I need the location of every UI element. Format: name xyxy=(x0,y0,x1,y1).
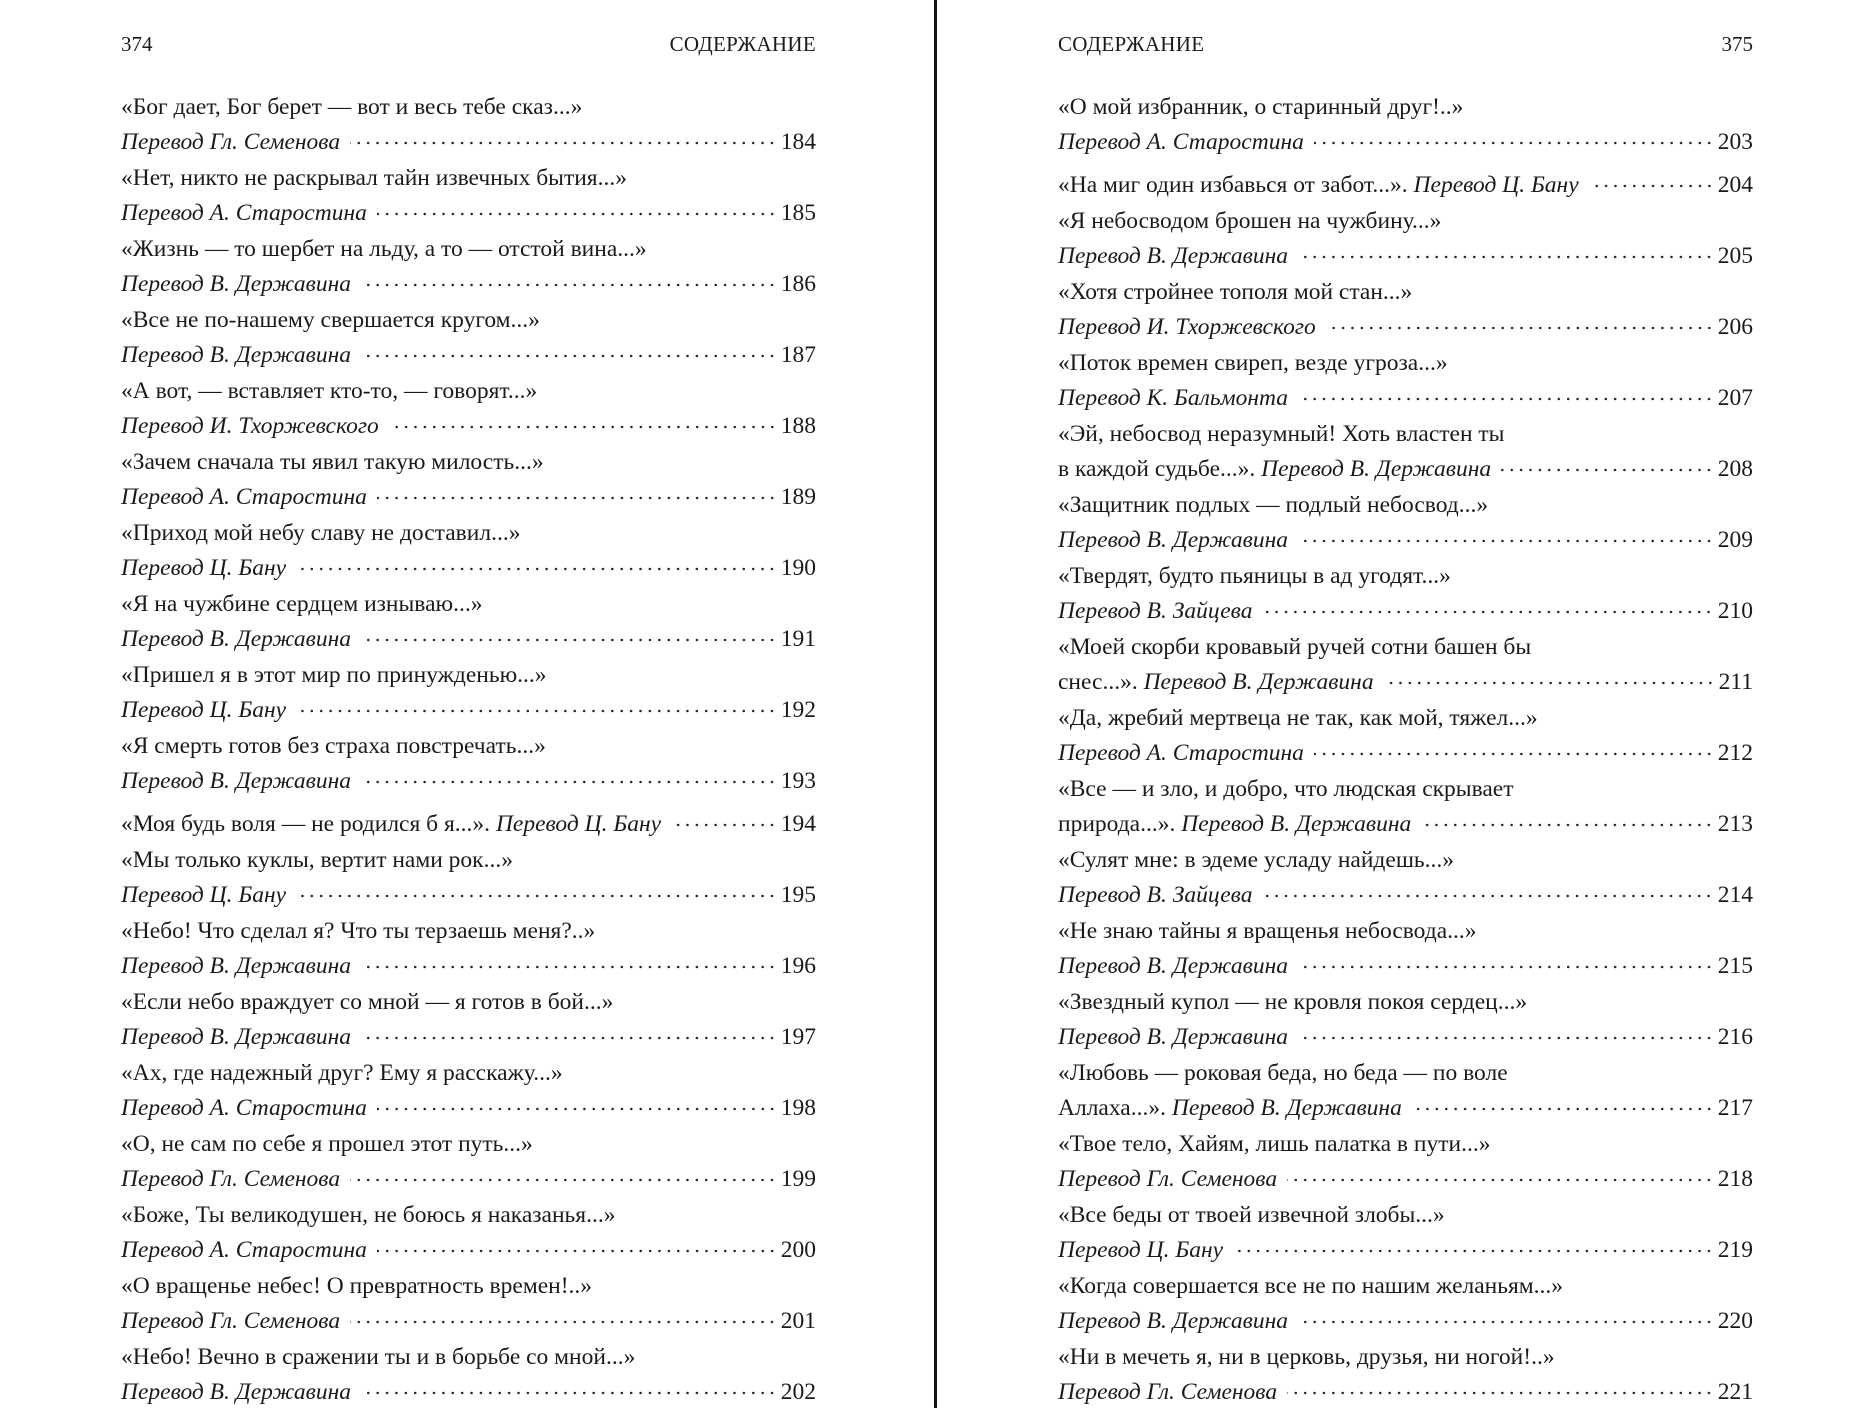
entry-title: «Боже, Ты великодушен, не боюсь я наказанья...» xyxy=(121,1202,616,1228)
entry-page-number: 205 xyxy=(1717,243,1753,269)
entry-attribution-line xyxy=(121,874,816,909)
entry-translator: Перевод В. Державина xyxy=(121,768,351,794)
entry-attribution-line xyxy=(121,547,816,582)
entry-attribution-line xyxy=(1058,306,1753,341)
entry-translator: Перевод В. Зайцева xyxy=(1058,882,1253,908)
right-page xyxy=(1058,0,1753,1408)
entry-attribution-line xyxy=(121,618,816,653)
toc-entry xyxy=(121,661,816,724)
toc-entry xyxy=(1058,1201,1753,1264)
toc-entry xyxy=(121,917,816,980)
running-head: СОДЕРЖАНИЕ xyxy=(669,32,816,56)
dot-leader xyxy=(1384,661,1715,689)
dot-leader xyxy=(1314,121,1714,149)
entry-title: «Да, жребий мертвеца не так, как мой, тяжел...» xyxy=(1058,705,1538,731)
entry-page-number: 216 xyxy=(1717,1024,1753,1050)
entry-translator: Перевод В. Державина xyxy=(1171,1095,1402,1121)
entry-attribution-line xyxy=(1058,164,1753,199)
entry-title: «Все беды от твоей извечной злобы...» xyxy=(1058,1202,1445,1228)
entry-title: «Небо! Что сделал я? Что ты терзаешь меня?..» xyxy=(121,918,596,944)
entry-translator: Перевод А. Старостина xyxy=(121,1095,367,1121)
entry-translator: Перевод Гл. Семенова xyxy=(1058,1379,1278,1405)
toc-entry xyxy=(121,803,816,838)
dot-leader xyxy=(389,405,777,433)
dot-leader xyxy=(361,618,777,646)
entry-translator: Перевод А. Старостина xyxy=(121,1237,367,1263)
entry-translator: Перевод А. Старостина xyxy=(121,200,367,226)
entry-translator: Перевод В. Державина xyxy=(121,626,351,652)
toc-entry xyxy=(1058,1130,1753,1193)
toc-entry xyxy=(1058,349,1753,412)
toc-entry xyxy=(1058,491,1753,554)
entry-attribution-line xyxy=(1058,803,1753,838)
toc-entry xyxy=(1058,562,1753,625)
entry-translator: Перевод В. Державина xyxy=(1058,953,1288,979)
entry-attribution-line xyxy=(121,760,816,795)
entry-title: «Сулят мне: в эдеме усладу найдешь...» xyxy=(1058,847,1455,873)
entry-translator: Перевод Ц. Бану xyxy=(121,882,287,908)
toc-entry xyxy=(121,590,816,653)
toc-entry xyxy=(121,306,816,369)
entry-page-number: 193 xyxy=(780,768,816,794)
entry-title: «Моей скорби кровавый ручей сотни башен бы xyxy=(1058,634,1532,660)
toc-entry xyxy=(121,846,816,909)
entry-attribution-line xyxy=(1058,519,1753,554)
entry-page-number: 189 xyxy=(780,484,816,510)
entry-translator: Перевод А. Старостина xyxy=(121,484,367,510)
entry-attribution-line xyxy=(121,1087,816,1122)
entry-attribution-line xyxy=(121,263,816,298)
entry-translator: Перевод В. Зайцева xyxy=(1058,598,1253,624)
entry-attribution-line xyxy=(121,689,816,724)
entry-title: «Все не по-нашему свершается кругом...» xyxy=(121,307,540,333)
entry-attribution-line xyxy=(121,405,816,440)
entry-page-number: 196 xyxy=(780,953,816,979)
entry-page-number: 195 xyxy=(780,882,816,908)
toc-entry xyxy=(121,1130,816,1193)
entry-attribution-line xyxy=(121,945,816,980)
dot-leader xyxy=(377,1229,777,1257)
entry-translator: Перевод А. Старостина xyxy=(1058,740,1304,766)
toc-entry xyxy=(1058,278,1753,341)
dot-leader xyxy=(361,1016,777,1044)
entry-attribution-line xyxy=(121,476,816,511)
entry-title: «Хотя стройнее тополя мой стан...» xyxy=(1058,279,1413,305)
entry-title: «Бог дает, Бог берет — вот и весь тебе сказ...» xyxy=(121,94,583,120)
entry-attribution-line xyxy=(1058,1229,1753,1264)
entry-attribution-line xyxy=(1058,235,1753,270)
entry-attribution-line xyxy=(121,1229,816,1264)
toc-entry xyxy=(1058,420,1753,483)
entry-title-continuation: «Моя будь воля — не родился б я...». xyxy=(121,811,496,837)
entry-title: «А вот, — вставляет кто-то, — говорят...» xyxy=(121,378,538,404)
entry-title: «Зачем сначала ты явил такую милость...» xyxy=(121,449,544,475)
entry-translator: Перевод В. Державина xyxy=(1058,527,1288,553)
dot-leader xyxy=(1412,1087,1714,1115)
entry-translator: Перевод И. Тхоржевского xyxy=(1058,314,1316,340)
dot-leader xyxy=(1326,306,1714,334)
entry-title: «Жизнь — то шербет на льду, а то — отстой вина...» xyxy=(121,236,647,262)
toc-entry xyxy=(121,988,816,1051)
entry-title-continuation: снес...». xyxy=(1058,669,1144,695)
entry-attribution-line xyxy=(121,1300,816,1335)
dot-leader xyxy=(1421,803,1714,831)
dot-leader xyxy=(361,263,777,291)
dot-leader xyxy=(1298,945,1714,973)
toc-entry xyxy=(1058,917,1753,980)
entry-page-number: 192 xyxy=(780,697,816,723)
dot-leader xyxy=(1589,164,1714,192)
entry-translator: Перевод Ц. Бану xyxy=(495,811,662,837)
toc-list xyxy=(1058,93,1753,1414)
dot-leader xyxy=(1298,235,1714,263)
toc-entry xyxy=(121,519,816,582)
entry-attribution-line xyxy=(1058,1016,1753,1051)
entry-translator: Перевод Ц. Бану xyxy=(1413,172,1579,198)
entry-translator: Перевод В. Державина xyxy=(1058,243,1288,269)
entry-title: «Я на чужбине сердцем изнываю...» xyxy=(121,591,483,617)
entry-title: «Все — и зло, и добро, что людская скрывает xyxy=(1058,776,1514,802)
entry-translator: Перевод В. Державина xyxy=(121,953,351,979)
toc-entry xyxy=(121,93,816,156)
entry-attribution-line xyxy=(1058,945,1753,980)
dot-leader xyxy=(671,803,777,831)
entry-translator: Перевод В. Державина xyxy=(121,342,351,368)
toc-entry xyxy=(121,1201,816,1264)
entry-translator: Перевод Гл. Семенова xyxy=(1058,1166,1278,1192)
entry-attribution-line xyxy=(1058,661,1753,696)
toc-entry xyxy=(1058,988,1753,1051)
toc-entry xyxy=(1058,633,1753,696)
entry-title-continuation: Аллаха...». xyxy=(1058,1095,1172,1121)
entry-title: «Звездный купол — не кровля покоя сердец...» xyxy=(1058,989,1528,1015)
dot-leader xyxy=(361,334,777,362)
entry-page-number: 185 xyxy=(780,200,816,226)
entry-title: «Я смерть готов без страха повстречать...» xyxy=(121,733,546,759)
dot-leader xyxy=(350,1158,777,1186)
toc-entry xyxy=(121,235,816,298)
dot-leader xyxy=(1298,1016,1714,1044)
entry-translator: Перевод В. Державина xyxy=(121,1024,351,1050)
entry-translator: Перевод В. Державина xyxy=(121,271,351,297)
page-number: 375 xyxy=(1721,32,1753,56)
toc-entry xyxy=(121,377,816,440)
entry-title-continuation: «На миг один избавься от забот...». xyxy=(1058,172,1414,198)
toc-list xyxy=(121,93,816,1414)
entry-page-number: 184 xyxy=(780,129,816,155)
dot-leader xyxy=(296,547,777,575)
dot-leader xyxy=(350,121,777,149)
entry-page-number: 187 xyxy=(780,342,816,368)
entry-attribution-line xyxy=(1058,1300,1753,1335)
entry-title: «Поток времен свиреп, везде угроза...» xyxy=(1058,350,1448,376)
dot-leader xyxy=(377,476,777,504)
toc-entry xyxy=(121,164,816,227)
entry-translator: Перевод В. Державина xyxy=(1181,811,1412,837)
entry-title: «Пришел я в этот мир по принужденью...» xyxy=(121,662,547,688)
dot-leader xyxy=(377,1087,777,1115)
entry-attribution-line xyxy=(121,803,816,838)
entry-page-number: 209 xyxy=(1717,527,1753,553)
entry-attribution-line xyxy=(121,1158,816,1193)
entry-page-number: 210 xyxy=(1717,598,1753,624)
entry-page-number: 204 xyxy=(1717,172,1753,198)
entry-title: «О мой избранник, о старинный друг!..» xyxy=(1058,94,1464,120)
left-page xyxy=(121,0,816,1408)
entry-title: «Если небо враждует со мной — я готов в бой...» xyxy=(121,989,614,1015)
entry-attribution-line xyxy=(1058,590,1753,625)
entry-page-number: 212 xyxy=(1717,740,1753,766)
entry-title: «Твердят, будто пьяницы в ад угодят...» xyxy=(1058,563,1451,589)
entry-page-number: 206 xyxy=(1717,314,1753,340)
entry-title: «Мы только куклы, вертит нами рок...» xyxy=(121,847,513,873)
toc-entry xyxy=(1058,704,1753,767)
entry-page-number: 215 xyxy=(1717,953,1753,979)
entry-title: «Не знаю тайны я вращенья небосвода...» xyxy=(1058,918,1477,944)
dot-leader xyxy=(361,945,777,973)
entry-translator: Перевод Гл. Семенова xyxy=(121,1308,341,1334)
page-divider xyxy=(934,0,937,1408)
dot-leader xyxy=(1262,590,1713,618)
dot-leader xyxy=(296,874,777,902)
entry-title: «О вращенье небес! О превратность времен!..» xyxy=(121,1273,593,1299)
dot-leader xyxy=(296,689,777,717)
dot-leader xyxy=(361,760,777,788)
entry-attribution-line xyxy=(121,121,816,156)
dot-leader xyxy=(1287,1371,1714,1399)
dot-leader xyxy=(1298,519,1714,547)
entry-page-number: 207 xyxy=(1717,385,1753,411)
toc-entry xyxy=(1058,207,1753,270)
entry-title-continuation: природа...». xyxy=(1058,811,1182,837)
entry-translator: Перевод И. Тхоржевского xyxy=(121,413,379,439)
entry-attribution-line xyxy=(1058,1087,1753,1122)
entry-page-number: 217 xyxy=(1717,1095,1753,1121)
entry-page-number: 191 xyxy=(780,626,816,652)
entry-translator: Перевод В. Державина xyxy=(1261,456,1492,482)
dot-leader xyxy=(1298,1300,1714,1328)
entry-title: «Небо! Вечно в сражении ты и в борьбе со мной...» xyxy=(121,1344,636,1370)
entry-translator: Перевод Ц. Бану xyxy=(1058,1237,1224,1263)
toc-entry xyxy=(1058,164,1753,199)
entry-title: «Ни в мечеть я, ни в церковь, друзья, ни ногой!..» xyxy=(1058,1344,1555,1370)
toc-entry xyxy=(121,1059,816,1122)
entry-page-number: 219 xyxy=(1717,1237,1753,1263)
toc-entry xyxy=(1058,846,1753,909)
dot-leader xyxy=(1501,448,1714,476)
entry-title: «Эй, небосвод неразумный! Хоть властен ты xyxy=(1058,421,1505,447)
dot-leader xyxy=(1287,1158,1714,1186)
entry-page-number: 194 xyxy=(780,811,816,837)
dot-leader xyxy=(350,1300,777,1328)
entry-page-number: 220 xyxy=(1717,1308,1753,1334)
entry-translator: Перевод В. Державина xyxy=(1058,1308,1288,1334)
entry-page-number: 211 xyxy=(1718,669,1753,695)
entry-translator: Перевод Гл. Семенова xyxy=(121,1166,341,1192)
entry-title-continuation: в каждой судьбе...». xyxy=(1058,456,1262,482)
entry-attribution-line xyxy=(1058,874,1753,909)
toc-entry xyxy=(121,732,816,795)
entry-page-number: 198 xyxy=(780,1095,816,1121)
toc-entry xyxy=(1058,93,1753,156)
dot-leader xyxy=(1314,732,1714,760)
entry-page-number: 203 xyxy=(1717,129,1753,155)
toc-entry xyxy=(121,448,816,511)
page-number: 374 xyxy=(121,32,153,56)
entry-title: «Твое тело, Хайям, лишь палатка в пути...» xyxy=(1058,1131,1491,1157)
entry-attribution-line xyxy=(1058,1371,1753,1406)
running-head: СОДЕРЖАНИЕ xyxy=(1058,32,1205,56)
entry-title: «О, не сам по себе я прошел этот путь...» xyxy=(121,1131,533,1157)
entry-title: «Приход мой небу славу не доставил...» xyxy=(121,520,521,546)
toc-entry xyxy=(1058,1272,1753,1335)
dot-leader xyxy=(377,192,777,220)
entry-page-number: 200 xyxy=(780,1237,816,1263)
entry-attribution-line xyxy=(121,1016,816,1051)
entry-attribution-line xyxy=(1058,732,1753,767)
entry-attribution-line xyxy=(1058,448,1753,483)
entry-page-number: 201 xyxy=(780,1308,816,1334)
toc-entry xyxy=(1058,1343,1753,1406)
entry-page-number: 218 xyxy=(1717,1166,1753,1192)
entry-title: «Когда совершается все не по нашим желаньям...» xyxy=(1058,1273,1564,1299)
left-page-header xyxy=(121,30,816,58)
entry-title: «Ах, где надежный друг? Ему я расскажу...» xyxy=(121,1060,563,1086)
dot-leader xyxy=(1262,874,1713,902)
entry-translator: Перевод Ц. Бану xyxy=(121,555,287,581)
entry-attribution-line xyxy=(1058,121,1753,156)
entry-translator: Перевод В. Державина xyxy=(1143,669,1374,695)
entry-page-number: 199 xyxy=(780,1166,816,1192)
entry-page-number: 213 xyxy=(1717,811,1753,837)
dot-leader xyxy=(1233,1229,1714,1257)
toc-entry xyxy=(121,1272,816,1335)
entry-translator: Перевод Гл. Семенова xyxy=(121,129,341,155)
entry-page-number: 190 xyxy=(780,555,816,581)
entry-translator: Перевод А. Старостина xyxy=(1058,129,1304,155)
entry-attribution-line xyxy=(1058,377,1753,412)
entry-page-number: 202 xyxy=(780,1379,816,1405)
dot-leader xyxy=(361,1371,777,1399)
entry-translator: Перевод В. Державина xyxy=(1058,1024,1288,1050)
right-page-header xyxy=(1058,30,1753,58)
entry-translator: Перевод В. Державина xyxy=(121,1379,351,1405)
entry-page-number: 197 xyxy=(780,1024,816,1050)
entry-attribution-line xyxy=(1058,1158,1753,1193)
entry-attribution-line xyxy=(121,334,816,369)
entry-title: «Любовь — роковая беда, но беда — по воле xyxy=(1058,1060,1508,1086)
dot-leader xyxy=(1298,377,1714,405)
entry-translator: Перевод К. Бальмонта xyxy=(1058,385,1288,411)
toc-entry xyxy=(1058,775,1753,838)
entry-attribution-line xyxy=(121,1371,816,1406)
toc-entry xyxy=(121,1343,816,1406)
entry-page-number: 214 xyxy=(1717,882,1753,908)
entry-page-number: 188 xyxy=(780,413,816,439)
entry-page-number: 221 xyxy=(1717,1379,1753,1405)
toc-entry xyxy=(1058,1059,1753,1122)
entry-title: «Защитник подлых — подлый небосвод...» xyxy=(1058,492,1489,518)
entry-page-number: 208 xyxy=(1717,456,1753,482)
entry-title: «Нет, никто не раскрывал тайн извечных бытия...» xyxy=(121,165,627,191)
entry-translator: Перевод Ц. Бану xyxy=(121,697,287,723)
entry-page-number: 186 xyxy=(780,271,816,297)
entry-title: «Я небосводом брошен на чужбину...» xyxy=(1058,208,1442,234)
entry-attribution-line xyxy=(121,192,816,227)
